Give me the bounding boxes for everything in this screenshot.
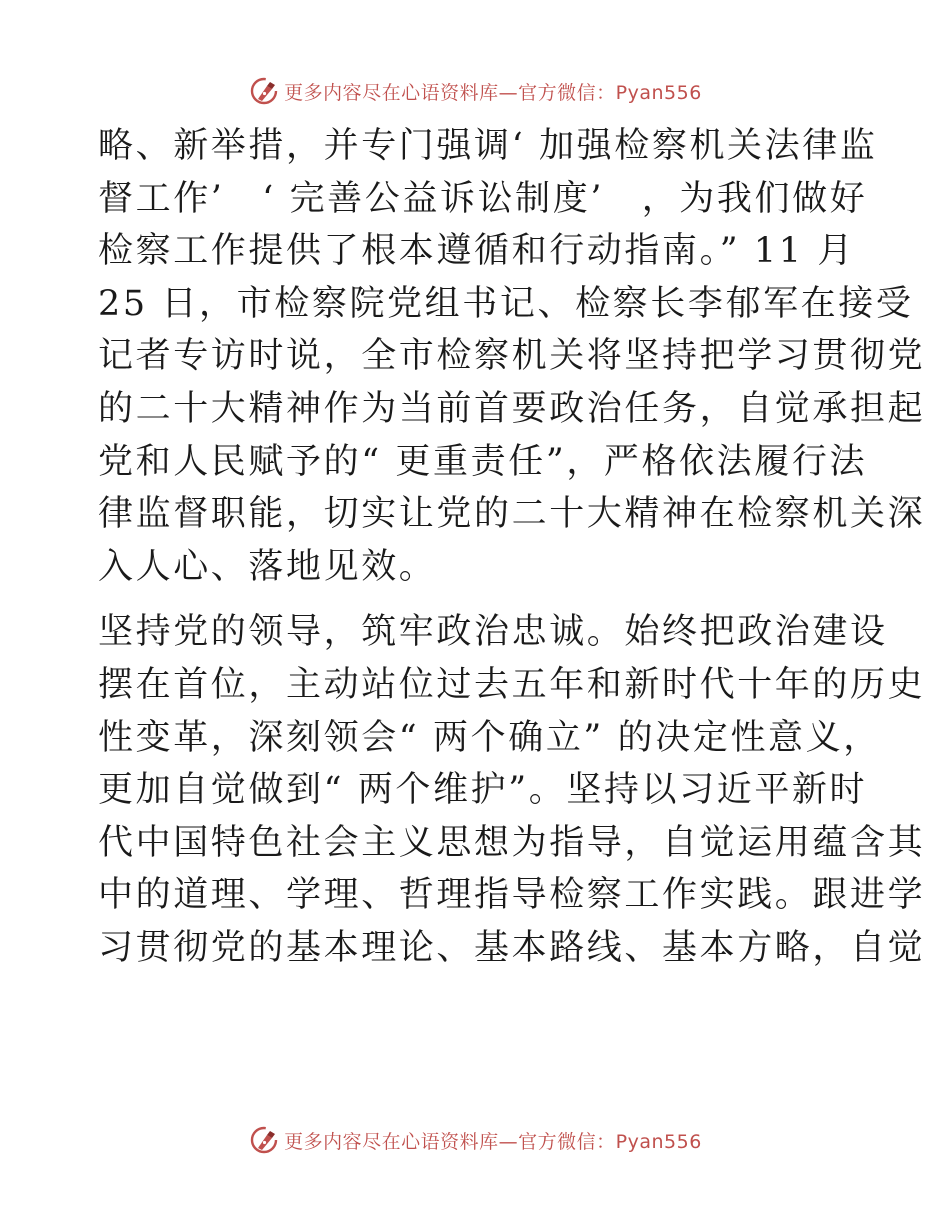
document-body: [98, 120, 926, 975]
text-line: 摆在首位，主动站位过去五年和新时代十年的历史: [98, 664, 926, 705]
pen-nib-logo-icon: [248, 1124, 280, 1156]
text-line: 性变革，深刻领会“ 两个确立” 的决定性意义，: [98, 717, 881, 758]
text-line: 略、新举措，并专门强调‘ 加强检察机关法律监: [98, 126, 878, 166]
paragraph-2: [98, 606, 926, 974]
pen-nib-logo-icon: [248, 75, 280, 107]
text-line: 律监督职能，切实让党的二十大精神在检察机关深: [98, 494, 926, 535]
paragraph-1: [98, 120, 926, 593]
footer-watermark: [0, 1120, 950, 1160]
text-line: 检察工作提供了根本遵循和行动指南。” 11 月: [98, 231, 855, 272]
text-line: 代中国特色社会主义思想为指导，自觉运用蕴含其: [98, 822, 926, 863]
text-line: 入人心、落地见效。: [98, 546, 437, 587]
text-line: 更加自觉做到“ 两个维护”。坚持以习近平新时: [98, 770, 868, 811]
watermark-text: 更多内容尽在心语资料库—官方微信：Pyan556: [284, 1130, 702, 1153]
header-watermark: [0, 71, 950, 111]
text-line: 习贯彻党的基本理论、基本路线、基本方略，自觉: [98, 927, 926, 968]
text-line: 坚持党的领导，筑牢政治忠诚。始终把政治建设: [98, 612, 888, 653]
text-line: 25 日，市检察院党组书记、检察长李郁军在接受: [98, 283, 914, 324]
text-line: 的二十大精神作为当前首要政治任务，自觉承担起: [98, 388, 926, 429]
text-line: 中的道理、学理、哲理指导检察工作实践。跟进学: [98, 875, 926, 916]
watermark-text: 更多内容尽在心语资料库—官方微信：Pyan556: [284, 81, 702, 104]
text-line: 党和人民赋予的“ 更重责任”，严格依法履行法: [98, 441, 868, 482]
text-line: 督工作’ ‘ 完善公益诉讼制度’ ，为我们做好: [98, 178, 868, 219]
text-line: 记者专访时说，全市检察机关将坚持把学习贯彻党: [98, 336, 926, 377]
